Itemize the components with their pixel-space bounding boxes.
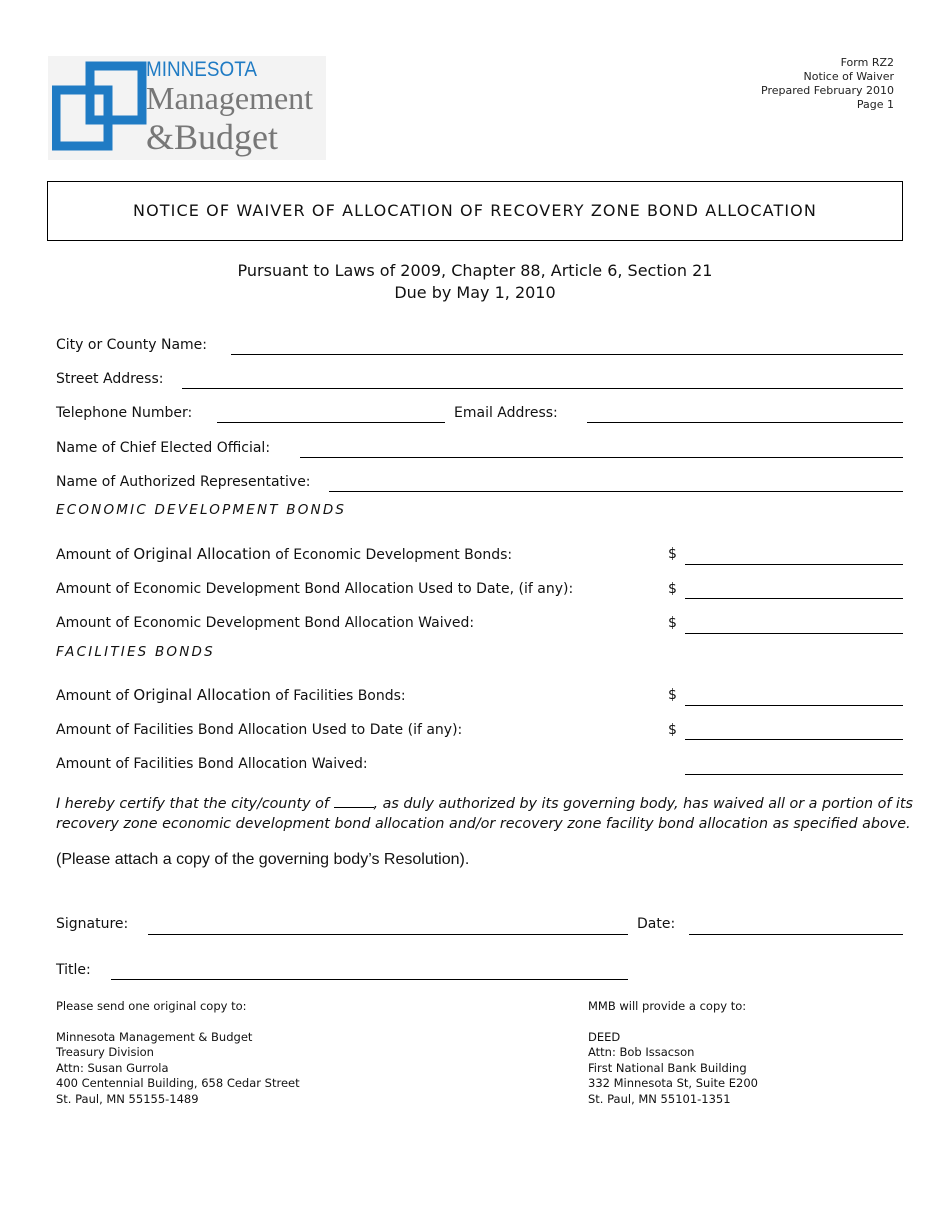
certify-part1: I hereby certify that the city/county of [56,796,329,812]
copy-to-heading: MMB will provide a copy to: [588,999,747,1013]
ed-bonds-heading: ECONOMIC DEVELOPMENT BONDS [56,502,347,518]
certify-line2: recovery zone economic development bond allocation and/or recovery zone facility bond allocation as specified above. [56,816,911,832]
certify-line1 [56,794,913,814]
logo-line1: MINNESOTA [146,58,257,81]
dollar-sign: $ [668,722,677,738]
title-input-line[interactable] [111,979,628,980]
address-line: Attn: Susan Gurrola [56,1060,169,1075]
fac-original-label [56,686,406,705]
email-input-line[interactable] [587,422,903,423]
subtitle-line2: Due by May 1, 2010 [394,283,556,302]
dollar-sign: $ [668,546,677,562]
signature-input-line[interactable] [148,934,628,935]
representative-label: Name of Authorized Representative: [56,474,311,490]
subtitle [0,260,950,304]
dollar-sign: $ [668,581,677,597]
city-label: City or County Name: [56,337,207,353]
form-meta-line: Prepared February 2010 [761,84,894,97]
fac-original-post: of Facilities Bonds: [270,688,406,704]
date-label: Date: [637,916,676,932]
ed-original-emphasis: Original Allocation [133,545,271,563]
address-line: 332 Minnesota St, Suite E200 [588,1076,758,1090]
logo-squares-icon [52,60,147,160]
date-input-line[interactable] [689,934,903,935]
ed-original-label [56,545,512,564]
attach-note: (Please attach a copy of the governing body’s Resolution). [56,851,470,868]
ed-original-input-line[interactable] [685,564,903,565]
form-meta [761,56,894,112]
form-meta-line: Form RZ2 [840,56,894,69]
ed-waived-input-line[interactable] [685,633,903,634]
address-line: Attn: Bob Issacson [588,1045,695,1059]
certify-part2: , as duly authorized by its governing body, has waived all or a portion of its [373,796,913,812]
form-meta-line: Page 1 [856,98,894,111]
certify-blank[interactable] [334,795,374,808]
official-input-line[interactable] [300,457,903,458]
copy-to-block [588,999,758,1107]
fac-original-emphasis: Original Allocation [133,686,271,704]
email-label: Email Address: [454,405,558,421]
fac-waived-label: Amount of Facilities Bond Allocation Waived: [56,756,368,772]
fac-waived-input-line[interactable] [685,774,903,775]
dollar-sign: $ [668,615,677,631]
title-box [47,181,903,241]
subtitle-line1: Pursuant to Laws of 2009, Chapter 88, Article 6, Section 21 [237,261,713,280]
ed-waived-label: Amount of Economic Development Bond Allocation Waived: [56,615,475,631]
address-line: DEED [588,1029,621,1044]
fac-original-pre: Amount of [56,688,134,704]
official-label: Name of Chief Elected Official: [56,440,271,456]
send-to-heading: Please send one original copy to: [56,999,247,1013]
send-to-block [56,999,300,1107]
address-line: Treasury Division [56,1045,154,1059]
address-line: 400 Centennial Building, 658 Cedar Street [56,1076,300,1090]
signature-label: Signature: [56,916,129,932]
phone-label: Telephone Number: [56,405,193,421]
address-line: St. Paul, MN 55101-1351 [588,1091,731,1106]
address-line: St. Paul, MN 55155-1489 [56,1091,199,1106]
logo-line3: &Budget [146,117,278,157]
dollar-sign: $ [668,687,677,703]
certify-text [56,794,913,834]
ed-original-post: of Economic Development Bonds: [270,547,513,563]
form-meta-line: Notice of Waiver [803,70,894,83]
logo [48,56,326,160]
fac-original-input-line[interactable] [685,705,903,706]
ed-used-label: Amount of Economic Development Bond Allocation Used to Date, (if any): [56,581,574,597]
street-input-line[interactable] [182,388,903,389]
logo-line2: Management [146,80,314,116]
title-label: Title: [56,962,91,978]
city-input-line[interactable] [231,354,903,355]
fac-used-label: Amount of Facilities Bond Allocation Used to Date (if any): [56,722,463,738]
representative-input-line[interactable] [329,491,903,492]
fac-bonds-heading: FACILITIES BONDS [56,644,215,660]
address-line: First National Bank Building [588,1060,747,1075]
street-label: Street Address: [56,371,164,387]
page-title: NOTICE OF WAIVER OF ALLOCATION OF RECOVERY ZONE BOND ALLOCATION [133,201,817,220]
address-line: Minnesota Management & Budget [56,1029,253,1044]
phone-input-line[interactable] [217,422,445,423]
fac-used-input-line[interactable] [685,739,903,740]
ed-used-input-line[interactable] [685,598,903,599]
ed-original-pre: Amount of [56,547,134,563]
